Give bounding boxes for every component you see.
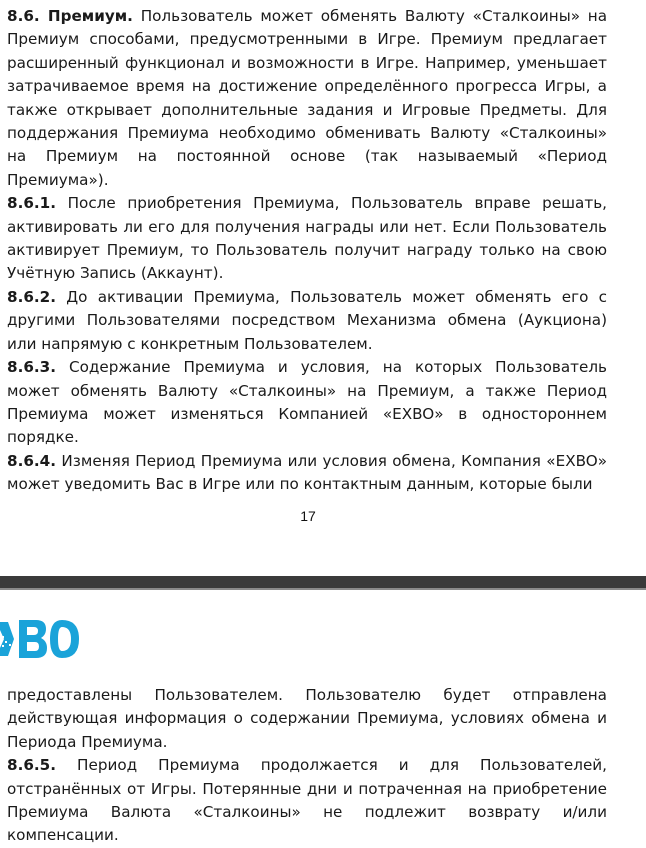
paragraph-text: До активации Премиума, Пользователь может обменять его с другими Пользователями посредством Механизма обмена (Аукциона) или напрямую с конкретным Пользователем. <box>7 287 607 353</box>
section-number: 8.6.2. <box>7 287 57 306</box>
paragraph-8-6-3 <box>7 356 607 450</box>
section-number: 8.6.5. <box>7 756 57 775</box>
paragraph-text: Содержание Премиума и условия, на которых Пользователь может обменять Валюту «Сталкоины» на Премиум, а также Период Премиума может изменяться Компанией «EXBO» в одностороннем порядке. <box>7 358 607 447</box>
section-number: 8.6.1. <box>7 194 57 213</box>
section-number: 8.6.4. <box>7 451 57 470</box>
page-separator <box>0 576 646 590</box>
paragraph-8-6-1 <box>7 192 607 286</box>
paragraph-8-6-2 <box>7 286 607 356</box>
page-text <box>7 684 607 848</box>
section-number: 8.6.3. <box>7 358 57 377</box>
document-page-18 <box>0 590 646 848</box>
paragraph-continuation: предоставлены Пользователем. Пользователю будет отправлена действующая информация о содержании Премиума, условиях обмена и Периода Премиума. <box>7 686 607 751</box>
paragraph-8-6-4 <box>7 450 607 497</box>
paragraph-8-6 <box>7 5 607 192</box>
paragraph-text: Изменяя Период Премиума или условия обмена, Компания «EXBO» может уведомить Вас в Игре или по контактным данным, которые были <box>7 451 607 494</box>
page-text <box>7 5 607 497</box>
exbo-logo <box>0 614 84 668</box>
section-number: 8.6. Премиум. <box>7 7 133 25</box>
paragraph-8-6-5 <box>7 754 607 848</box>
paragraph-text: Период Премиума продолжается и для Пользователей, отстранённых от Игры. Потерянные дни и потраченная на приобретение Премиума Валюта «Сталкоины» не подлежит возврату и/или компенсации. <box>7 756 607 845</box>
paragraph-text: Пользователь может обменять Валюту «Сталкоины» на Премиум способами, предусмотренными в Игре. Премиум предлагает расширенный функционал и возможности в Игре. Например, уменьшает затрачиваемое время на достижение определённого прогресса Игры, а также открывает дополнительные задания и Игровые Предметы. Для поддержания Премиума необходимо обменивать Валюту «Сталкоины» на Премиум на постоянной основе (так называемый «Период Премиума»). <box>7 7 607 189</box>
paragraph-text: После приобретения Премиума, Пользователь вправе решать, активировать ли его для получения награды или нет. Если Пользователь активирует Премиум, то Пользователь получит награду только на свою Учётную Запись (Аккаунт). <box>7 194 607 283</box>
page-number: 17 <box>300 508 316 524</box>
